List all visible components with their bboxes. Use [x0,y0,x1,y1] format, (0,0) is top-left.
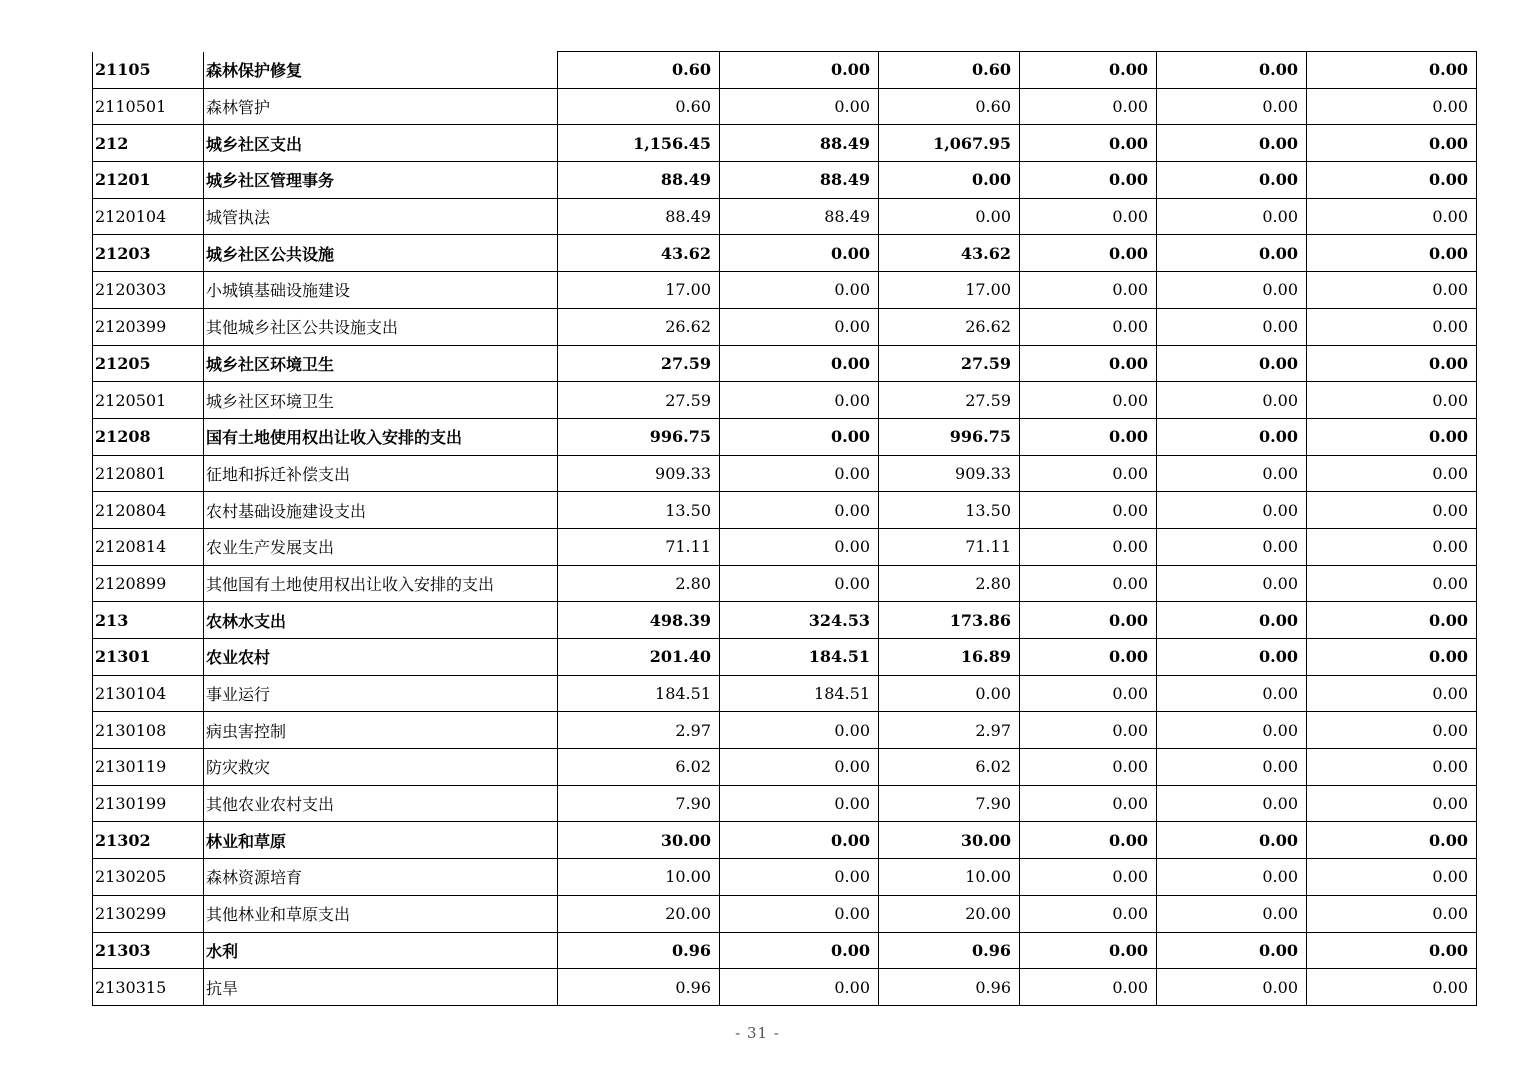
row-amount-col5: 0.00 [1157,455,1307,492]
row-amount-basic: 0.00 [720,895,879,932]
row-amount-project: 0.60 [879,88,1020,125]
row-amount-project: 20.00 [879,895,1020,932]
row-amount-total: 71.11 [558,528,720,565]
row-amount-col6: 0.00 [1307,785,1477,822]
row-amount-basic: 0.00 [720,859,879,896]
row-amount-col6: 0.00 [1307,859,1477,896]
row-amount-col4: 0.00 [1020,88,1157,125]
row-amount-total: 13.50 [558,492,720,529]
table-row [93,418,1477,455]
table-row [93,749,1477,786]
row-code: 213 [93,602,204,639]
row-amount-col6: 0.00 [1307,235,1477,272]
row-amount-col6: 0.00 [1307,565,1477,602]
row-amount-col4: 0.00 [1020,125,1157,162]
row-amount-total: 17.00 [558,272,720,309]
row-amount-col6: 0.00 [1307,198,1477,235]
row-code: 21208 [93,418,204,455]
row-amount-project: 2.80 [879,565,1020,602]
row-amount-col5: 0.00 [1157,895,1307,932]
row-name: 森林资源培育 [204,859,558,896]
row-amount-col4: 0.00 [1020,895,1157,932]
row-amount-basic: 88.49 [720,125,879,162]
row-amount-project: 27.59 [879,345,1020,382]
row-amount-project: 909.33 [879,455,1020,492]
row-name: 城管执法 [204,198,558,235]
table-row [93,125,1477,162]
row-code: 2120814 [93,528,204,565]
row-amount-col6: 0.00 [1307,749,1477,786]
table-row [93,932,1477,969]
row-amount-col4: 0.00 [1020,712,1157,749]
row-amount-col5: 0.00 [1157,528,1307,565]
row-amount-col5: 0.00 [1157,345,1307,382]
row-amount-col6: 0.00 [1307,492,1477,529]
row-amount-total: 201.40 [558,639,720,676]
row-code: 21303 [93,932,204,969]
row-amount-project: 43.62 [879,235,1020,272]
row-amount-total: 996.75 [558,418,720,455]
row-amount-total: 6.02 [558,749,720,786]
row-code: 212 [93,125,204,162]
row-amount-basic: 0.00 [720,528,879,565]
table-row [93,455,1477,492]
row-amount-col6: 0.00 [1307,528,1477,565]
row-name: 防灾救灾 [204,749,558,786]
table-row [93,88,1477,125]
row-amount-total: 184.51 [558,675,720,712]
row-amount-total: 2.80 [558,565,720,602]
row-amount-col5: 0.00 [1157,602,1307,639]
table-row [93,308,1477,345]
row-amount-col6: 0.00 [1307,345,1477,382]
row-amount-col6: 0.00 [1307,382,1477,419]
row-amount-total: 0.60 [558,88,720,125]
row-amount-project: 71.11 [879,528,1020,565]
table-row [93,345,1477,382]
row-amount-col5: 0.00 [1157,198,1307,235]
row-amount-project: 26.62 [879,308,1020,345]
table-row [93,969,1477,1006]
row-code: 21302 [93,822,204,859]
row-amount-total: 0.60 [558,52,720,89]
row-amount-basic: 88.49 [720,198,879,235]
row-amount-project: 173.86 [879,602,1020,639]
row-amount-col5: 0.00 [1157,52,1307,89]
row-amount-project: 0.00 [879,198,1020,235]
row-code: 21105 [93,52,204,89]
row-amount-basic: 0.00 [720,418,879,455]
row-amount-total: 88.49 [558,198,720,235]
row-amount-total: 20.00 [558,895,720,932]
row-amount-col4: 0.00 [1020,345,1157,382]
row-amount-basic: 0.00 [720,455,879,492]
row-amount-basic: 0.00 [720,345,879,382]
row-amount-col4: 0.00 [1020,162,1157,199]
row-code: 2120801 [93,455,204,492]
row-amount-col6: 0.00 [1307,272,1477,309]
row-amount-project: 2.97 [879,712,1020,749]
row-amount-basic: 0.00 [720,785,879,822]
row-code: 2120399 [93,308,204,345]
row-amount-col4: 0.00 [1020,492,1157,529]
table-row [93,492,1477,529]
row-amount-project: 10.00 [879,859,1020,896]
row-amount-total: 7.90 [558,785,720,822]
row-amount-col4: 0.00 [1020,675,1157,712]
row-amount-col6: 0.00 [1307,895,1477,932]
row-name: 事业运行 [204,675,558,712]
row-name: 森林保护修复 [204,52,558,89]
row-amount-col4: 0.00 [1020,565,1157,602]
row-amount-project: 0.96 [879,969,1020,1006]
row-name: 农村基础设施建设支出 [204,492,558,529]
row-name: 其他农业农村支出 [204,785,558,822]
row-name: 农业生产发展支出 [204,528,558,565]
row-amount-project: 0.60 [879,52,1020,89]
page-number: - 31 - [735,1024,780,1042]
row-code: 2120899 [93,565,204,602]
row-amount-col4: 0.00 [1020,969,1157,1006]
row-amount-total: 1,156.45 [558,125,720,162]
row-amount-project: 0.96 [879,932,1020,969]
row-amount-col5: 0.00 [1157,272,1307,309]
table-row [93,382,1477,419]
row-amount-col5: 0.00 [1157,859,1307,896]
table-row [93,272,1477,309]
row-amount-basic: 324.53 [720,602,879,639]
row-amount-col5: 0.00 [1157,235,1307,272]
row-amount-col5: 0.00 [1157,492,1307,529]
row-amount-col5: 0.00 [1157,418,1307,455]
table-row [93,235,1477,272]
row-name: 水利 [204,932,558,969]
row-code: 2130108 [93,712,204,749]
row-code: 21301 [93,639,204,676]
row-amount-basic: 0.00 [720,565,879,602]
row-amount-total: 10.00 [558,859,720,896]
row-amount-col6: 0.00 [1307,712,1477,749]
row-amount-col5: 0.00 [1157,749,1307,786]
row-code: 2130299 [93,895,204,932]
row-amount-basic: 0.00 [720,822,879,859]
row-code: 21201 [93,162,204,199]
row-amount-col5: 0.00 [1157,969,1307,1006]
row-amount-basic: 184.51 [720,639,879,676]
row-code: 2120303 [93,272,204,309]
row-amount-basic: 0.00 [720,272,879,309]
row-code: 2120104 [93,198,204,235]
row-amount-project: 13.50 [879,492,1020,529]
row-code: 2130119 [93,749,204,786]
row-name: 农林水支出 [204,602,558,639]
row-amount-total: 88.49 [558,162,720,199]
row-name: 征地和拆迁补偿支出 [204,455,558,492]
row-amount-col6: 0.00 [1307,52,1477,89]
row-amount-total: 0.96 [558,932,720,969]
row-amount-col6: 0.00 [1307,639,1477,676]
row-name: 国有土地使用权出让收入安排的支出 [204,418,558,455]
row-amount-project: 16.89 [879,639,1020,676]
row-amount-col4: 0.00 [1020,198,1157,235]
row-name: 城乡社区支出 [204,125,558,162]
row-amount-col5: 0.00 [1157,932,1307,969]
row-amount-col5: 0.00 [1157,639,1307,676]
row-amount-col5: 0.00 [1157,785,1307,822]
row-name: 其他林业和草原支出 [204,895,558,932]
table-row [93,565,1477,602]
row-amount-project: 7.90 [879,785,1020,822]
row-amount-col5: 0.00 [1157,675,1307,712]
row-name: 病虫害控制 [204,712,558,749]
row-name: 城乡社区环境卫生 [204,382,558,419]
row-amount-col5: 0.00 [1157,565,1307,602]
row-amount-col6: 0.00 [1307,455,1477,492]
row-amount-project: 6.02 [879,749,1020,786]
row-amount-col4: 0.00 [1020,822,1157,859]
row-amount-project: 30.00 [879,822,1020,859]
row-amount-basic: 88.49 [720,162,879,199]
row-code: 2130205 [93,859,204,896]
row-amount-col4: 0.00 [1020,382,1157,419]
table-row [93,602,1477,639]
row-amount-basic: 0.00 [720,749,879,786]
row-name: 城乡社区环境卫生 [204,345,558,382]
row-amount-col6: 0.00 [1307,675,1477,712]
table-row [93,675,1477,712]
row-amount-col4: 0.00 [1020,235,1157,272]
row-amount-basic: 0.00 [720,88,879,125]
row-amount-col5: 0.00 [1157,88,1307,125]
row-amount-col5: 0.00 [1157,382,1307,419]
row-amount-project: 27.59 [879,382,1020,419]
row-amount-total: 0.96 [558,969,720,1006]
row-amount-col4: 0.00 [1020,932,1157,969]
row-code: 2120501 [93,382,204,419]
row-name: 小城镇基础设施建设 [204,272,558,309]
row-name: 抗旱 [204,969,558,1006]
row-amount-total: 30.00 [558,822,720,859]
row-amount-col4: 0.00 [1020,308,1157,345]
row-amount-col6: 0.00 [1307,418,1477,455]
row-amount-total: 27.59 [558,382,720,419]
row-amount-col6: 0.00 [1307,822,1477,859]
row-amount-basic: 0.00 [720,382,879,419]
row-amount-col4: 0.00 [1020,455,1157,492]
row-amount-basic: 0.00 [720,308,879,345]
row-name: 其他国有土地使用权出让收入安排的支出 [204,565,558,602]
budget-table [92,51,1477,1006]
row-amount-col5: 0.00 [1157,125,1307,162]
row-amount-col4: 0.00 [1020,639,1157,676]
row-amount-total: 2.97 [558,712,720,749]
row-amount-basic: 0.00 [720,932,879,969]
row-amount-col6: 0.00 [1307,162,1477,199]
row-amount-col4: 0.00 [1020,272,1157,309]
row-code: 21203 [93,235,204,272]
row-code: 2130315 [93,969,204,1006]
row-amount-total: 27.59 [558,345,720,382]
row-amount-col4: 0.00 [1020,749,1157,786]
row-amount-total: 909.33 [558,455,720,492]
row-amount-project: 1,067.95 [879,125,1020,162]
table-row [93,528,1477,565]
row-amount-col6: 0.00 [1307,88,1477,125]
row-name: 林业和草原 [204,822,558,859]
row-code: 2110501 [93,88,204,125]
row-amount-col4: 0.00 [1020,602,1157,639]
table-row [93,895,1477,932]
row-amount-project: 0.00 [879,162,1020,199]
row-amount-col6: 0.00 [1307,308,1477,345]
row-amount-project: 17.00 [879,272,1020,309]
row-amount-basic: 184.51 [720,675,879,712]
row-code: 21205 [93,345,204,382]
row-code: 2120804 [93,492,204,529]
table-row [93,52,1477,89]
row-amount-col6: 0.00 [1307,932,1477,969]
row-code: 2130104 [93,675,204,712]
row-name: 城乡社区管理事务 [204,162,558,199]
table-row [93,162,1477,199]
table-row [93,859,1477,896]
table-body [93,52,1477,1006]
row-amount-project: 0.00 [879,675,1020,712]
row-amount-col5: 0.00 [1157,308,1307,345]
row-amount-total: 498.39 [558,602,720,639]
row-amount-basic: 0.00 [720,712,879,749]
table-row [93,822,1477,859]
row-amount-col6: 0.00 [1307,125,1477,162]
row-amount-basic: 0.00 [720,492,879,529]
row-amount-basic: 0.00 [720,235,879,272]
row-amount-col6: 0.00 [1307,602,1477,639]
row-amount-basic: 0.00 [720,52,879,89]
table-row [93,785,1477,822]
row-amount-col5: 0.00 [1157,822,1307,859]
row-amount-col5: 0.00 [1157,712,1307,749]
row-amount-col4: 0.00 [1020,52,1157,89]
row-amount-project: 996.75 [879,418,1020,455]
row-code: 2130199 [93,785,204,822]
row-amount-total: 43.62 [558,235,720,272]
row-amount-col6: 0.00 [1307,969,1477,1006]
table-row [93,198,1477,235]
row-name: 农业农村 [204,639,558,676]
table-row [93,712,1477,749]
row-amount-col4: 0.00 [1020,418,1157,455]
row-amount-basic: 0.00 [720,969,879,1006]
row-name: 其他城乡社区公共设施支出 [204,308,558,345]
table-row [93,639,1477,676]
row-name: 城乡社区公共设施 [204,235,558,272]
row-amount-col4: 0.00 [1020,528,1157,565]
row-amount-col5: 0.00 [1157,162,1307,199]
row-amount-total: 26.62 [558,308,720,345]
row-name: 森林管护 [204,88,558,125]
row-amount-col4: 0.00 [1020,859,1157,896]
row-amount-col4: 0.00 [1020,785,1157,822]
